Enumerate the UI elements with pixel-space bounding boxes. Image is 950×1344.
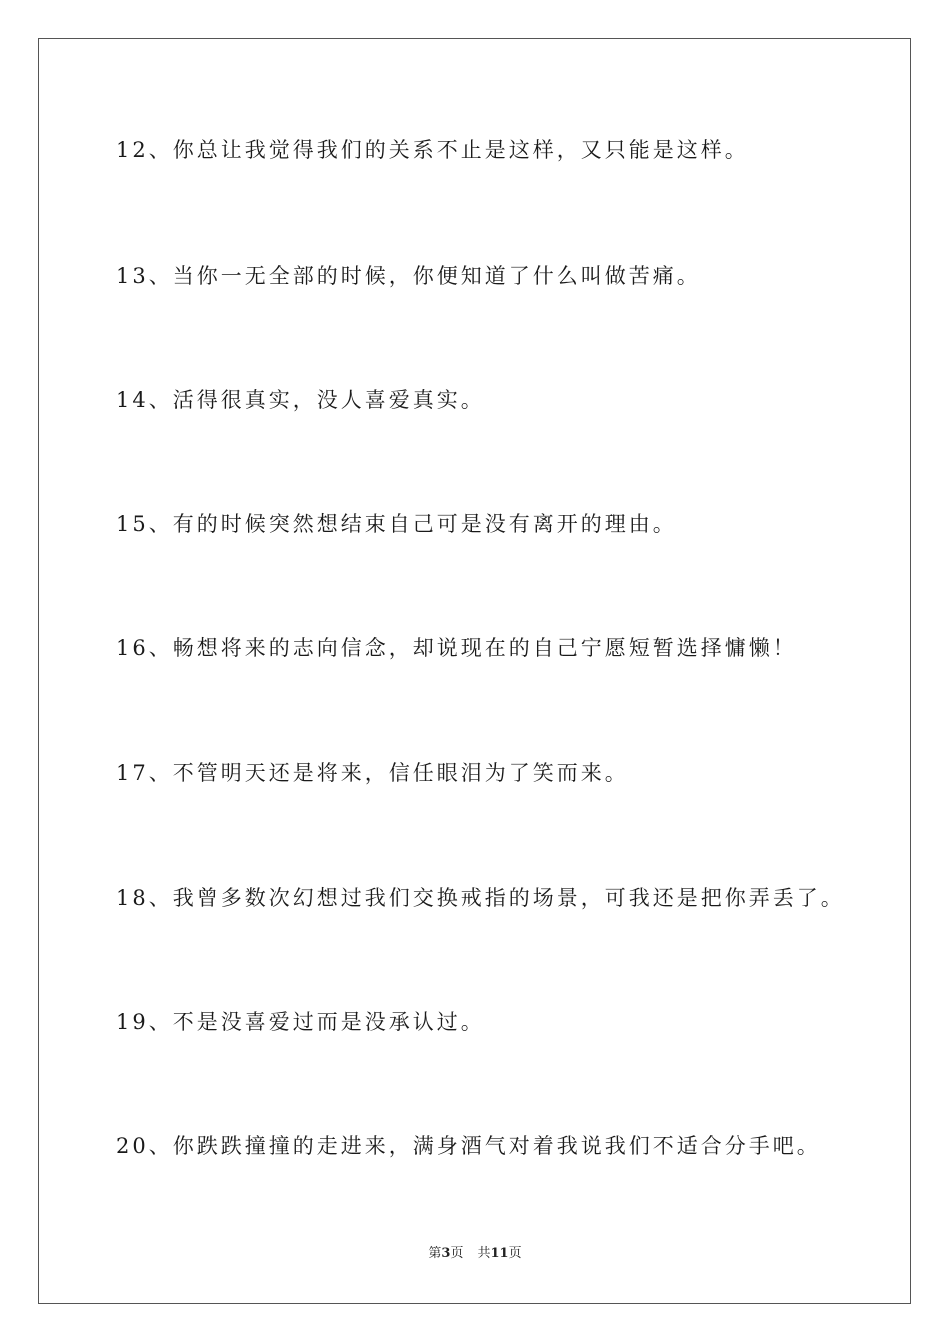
page-border [38, 38, 911, 1304]
list-item: 19、不是没喜爱过而是没承认过。 [116, 1010, 485, 1034]
total-label-suffix: 页 [508, 1246, 522, 1261]
list-item: 17、不管明天还是将来，信任眼泪为了笑而来。 [116, 761, 629, 785]
page-label-prefix: 第 [428, 1246, 442, 1261]
total-label-prefix: 共 [477, 1246, 491, 1261]
page-label-suffix: 页 [450, 1246, 464, 1261]
total-pages: 11 [490, 1246, 509, 1261]
page-footer [0, 1246, 950, 1262]
list-item: 16、畅想将来的志向信念，却说现在的自己宁愿短暂选择慵懒！ [116, 636, 797, 660]
list-item: 13、当你一无全部的时候，你便知道了什么叫做苦痛。 [116, 264, 701, 288]
page-number: 3 [441, 1246, 451, 1261]
list-item: 15、有的时候突然想结束自己可是没有离开的理由。 [116, 512, 677, 536]
list-item: 20、你跌跌撞撞的走进来，满身酒气对着我说我们不适合分手吧。 [116, 1134, 821, 1158]
list-item: 14、活得很真实，没人喜爱真实。 [116, 388, 485, 412]
list-item: 18、我曾多数次幻想过我们交换戒指的场景，可我还是把你弄丢了。 [116, 886, 845, 910]
list-item: 12、你总让我觉得我们的关系不止是这样，又只能是这样。 [116, 138, 749, 162]
